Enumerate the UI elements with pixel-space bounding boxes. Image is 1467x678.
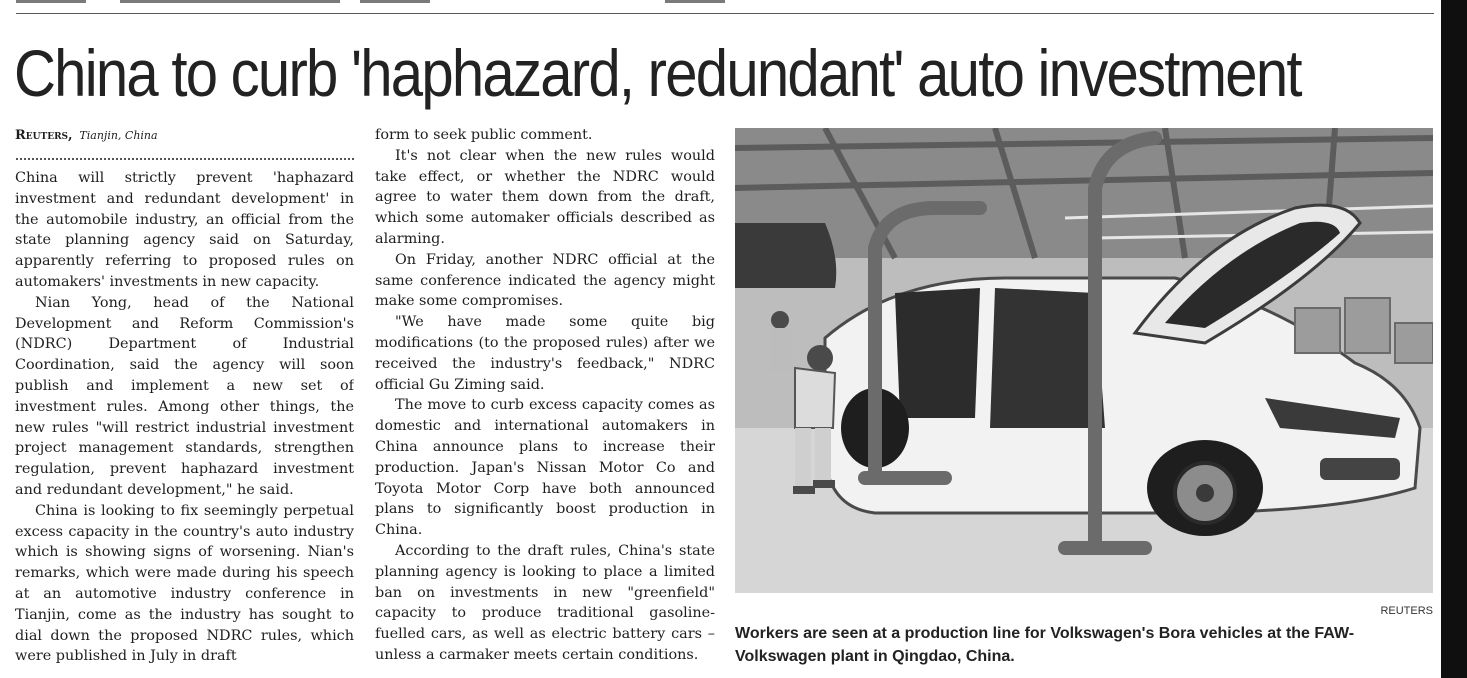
- top-divider-rule: [16, 13, 1434, 14]
- previous-article-fragment: [16, 0, 86, 3]
- paragraph: It's not clear when the new rules would take effect, or whether the NDRC would agree to water them down from the draft, which some automaker officials described as alarming.: [375, 147, 715, 247]
- paragraph: Nian Yong, head of the National Development and Reform Commission's (NDRC) Department of Industrial Coordination, said the agency will soon publish and implement a new set of investment rules. Among other things, the new rules "will restrict industrial investment project management standards, strengthen regulation, prevent haphazard investment and redundant development," he said.: [15, 294, 354, 498]
- previous-article-fragment: [360, 0, 430, 3]
- article-column-1: [15, 168, 354, 678]
- photo-caption: Workers are seen at a production line for Volkswagen's Bora vehicles at the FAW-Volkswagen plant in Qingdao, China.: [735, 625, 1355, 665]
- byline-location: Tianjin, China: [79, 129, 158, 142]
- previous-article-fragment: [120, 0, 340, 3]
- headline: China to curb 'haphazard, redundant' auto investment: [14, 36, 1301, 110]
- paragraph: The move to curb excess capacity comes as domestic and international automakers in China announce plans to increase their production. Japan's Nissan Motor Co and Toyota Motor Corp have both announced plans to significantly boost production in China.: [375, 397, 715, 539]
- paragraph: form to seek public comment.: [375, 127, 593, 143]
- byline-agency: Reuters,: [15, 128, 73, 143]
- paragraph: On Friday, another NDRC official at the same conference indicated the agency might make some compromises.: [375, 251, 715, 310]
- paragraph: China is looking to fix seemingly perpetual excess capacity in the country's auto industry which is showing signs of worsening. Nian's remarks, which were made during his speech at an automotive industry conference in Tianjin, come as the industry has sought to dial down the proposed NDRC rules, which were published in July in draft: [15, 502, 354, 665]
- photo-credit: REUTERS: [1380, 605, 1433, 617]
- paragraph: China will strictly prevent 'haphazard investment and redundant development' in the automobile industry, an official from the state planning agency said on Saturday, apparently referring to proposed rules on automakers' investments in new capacity.: [15, 170, 354, 290]
- previous-article-fragment: [665, 0, 725, 3]
- article-column-2: [375, 125, 715, 678]
- paragraph: "We have made some quite big modifications (to the proposed rules) after we received the industry's feedback," NDRC official Gu Ziming said.: [375, 314, 715, 393]
- page-edge-strip: [1441, 0, 1467, 678]
- car-factory-illustration: [735, 128, 1433, 593]
- paragraph: According to the draft rules, China's state planning agency is looking to place a limited ban on investments in new "greenfield" capacity to produce traditional gasoline-fuelled cars, as well as electric battery cars – unless a carmaker meets certain conditions.: [375, 542, 715, 663]
- byline-dotted-rule: [16, 158, 354, 160]
- production-line-photo: [735, 128, 1433, 593]
- byline: [15, 127, 158, 144]
